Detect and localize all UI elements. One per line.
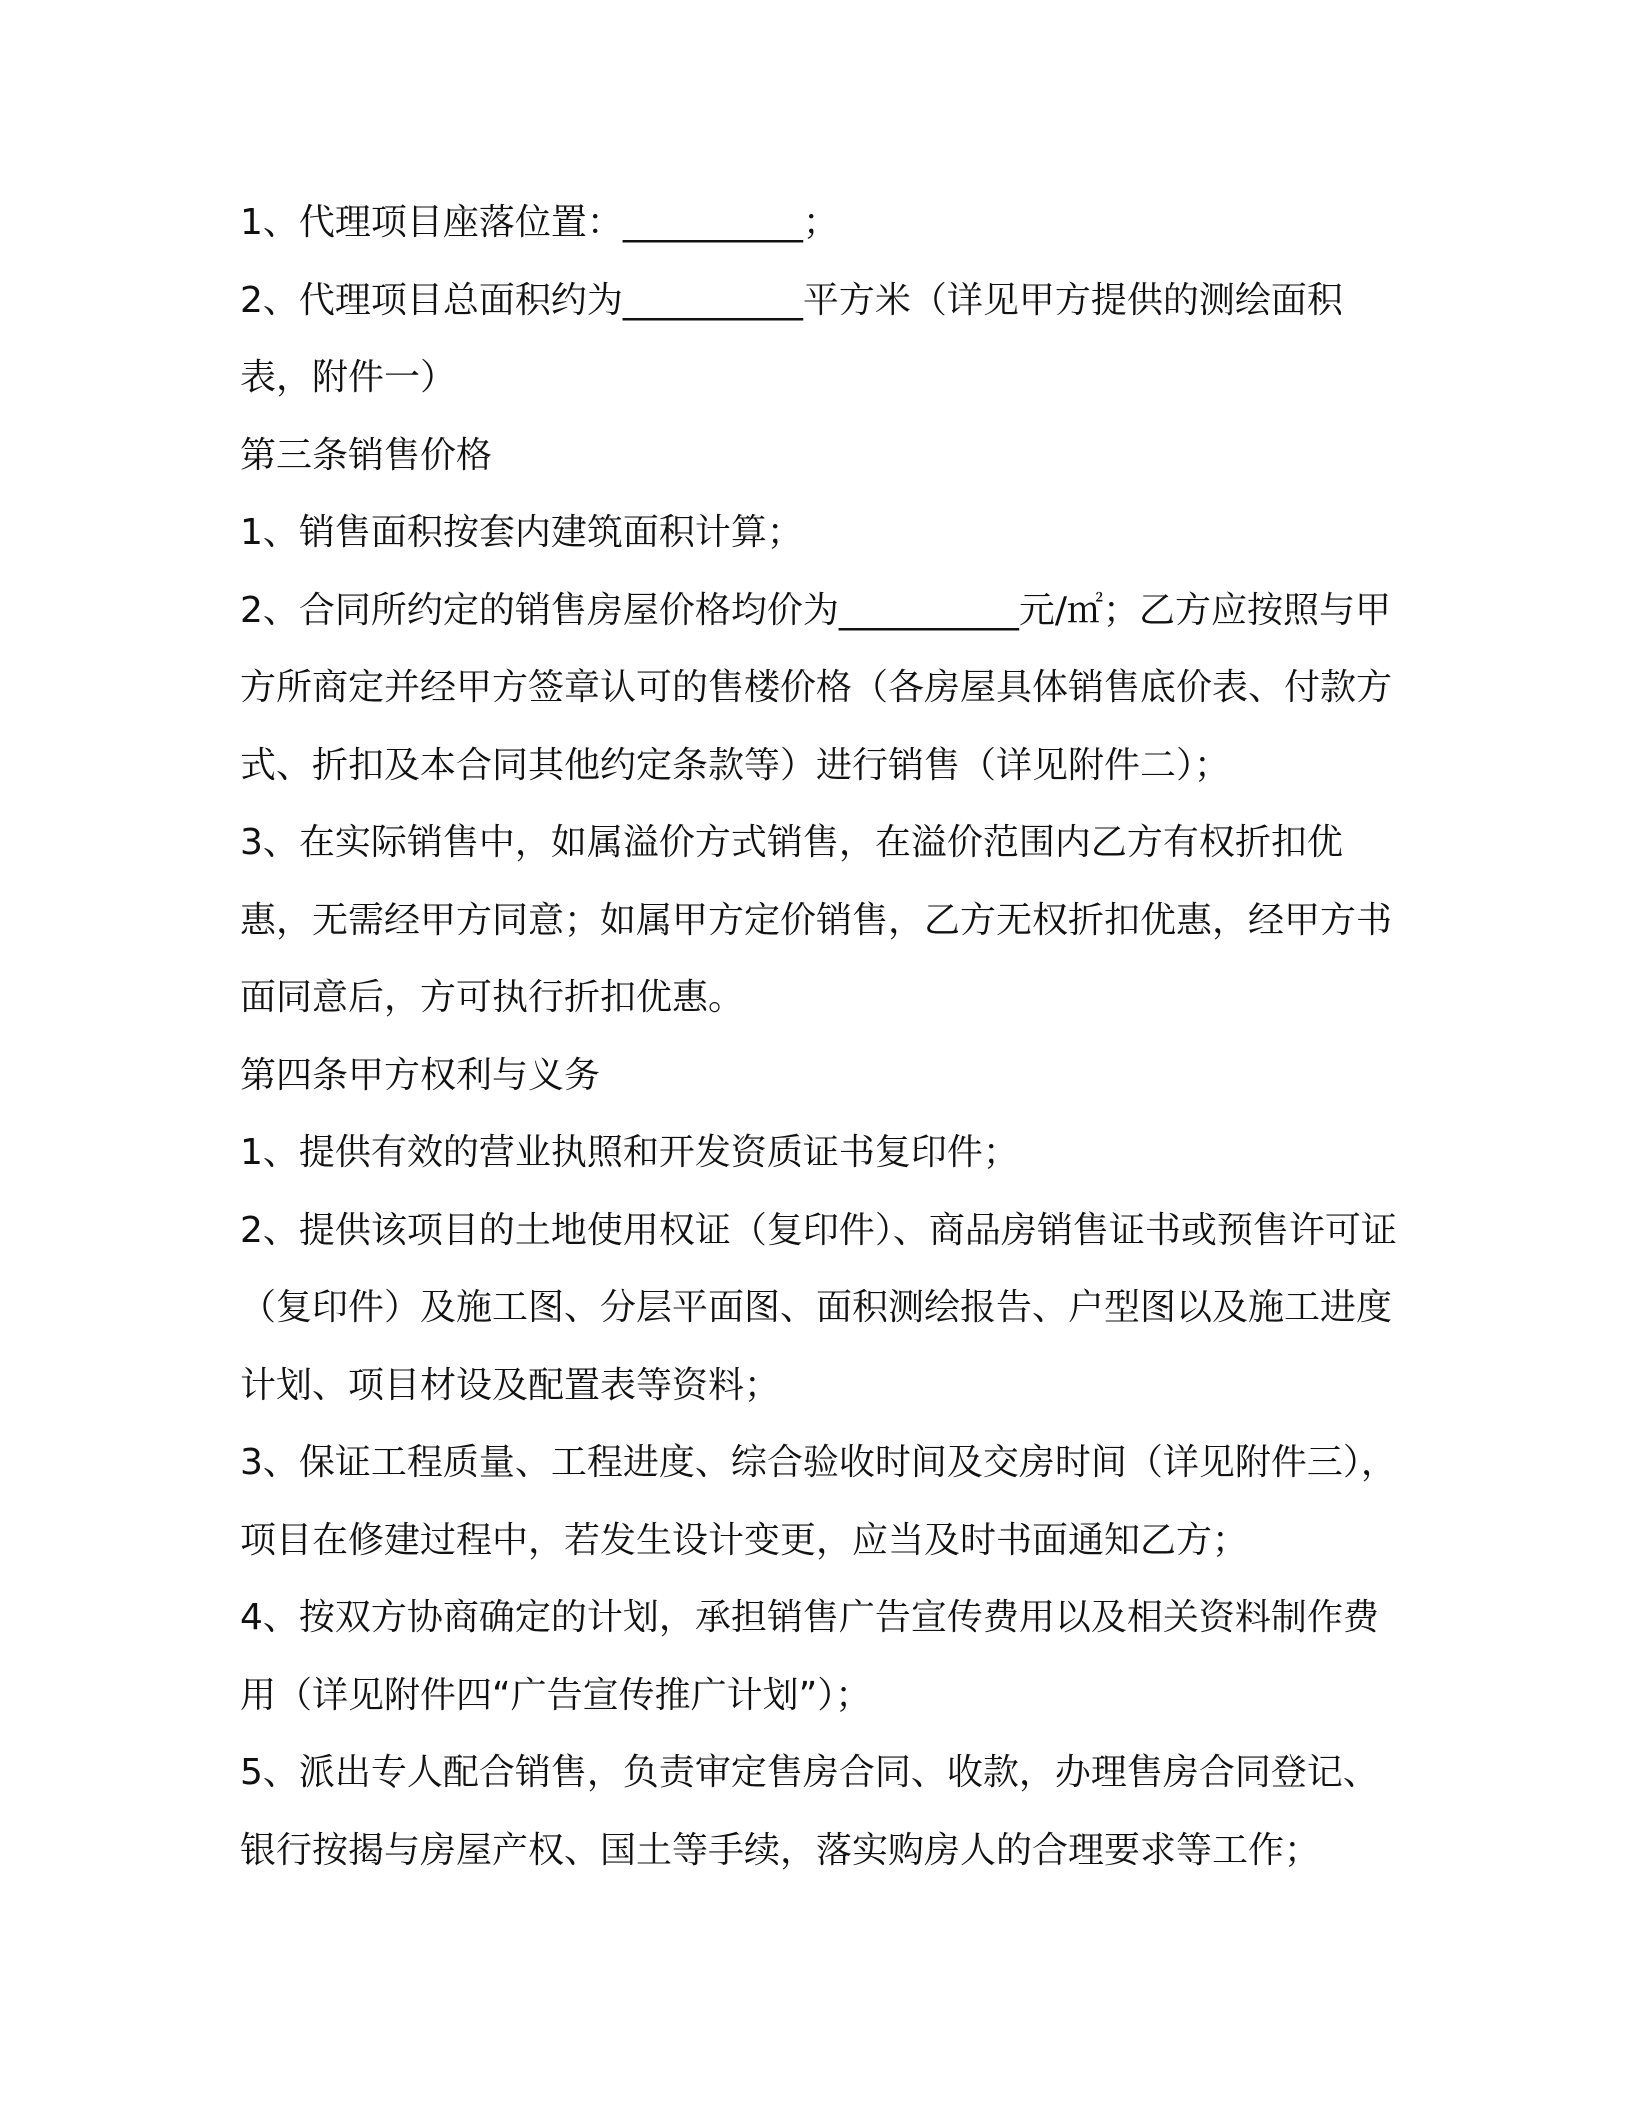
clause-item-total-area: 2、代理项目总面积约为__________平方米（详见甲方提供的测绘面积表，附件一） (240, 279, 1343, 398)
section-heading-party-a-rights: 第四条甲方权利与义务 (240, 1054, 601, 1096)
clause-item-advertising: 4、按双方协商确定的计划，承担销售广告宣传费用以及相关资料制作费用（详见附件四“广告宣传推广计划”）； (240, 1597, 1379, 1716)
clause-item-discount: 3、在实际销售中，如属溢价方式销售，在溢价范围内乙方有权折扣优惠，无需经甲方同意；如属甲方定价销售，乙方无权折扣优惠，经甲方书面同意后，方可执行折扣优惠。 (240, 822, 1393, 1018)
clause-item-documents: 2、提供该项目的土地使用权证（复印件）、商品房销售证书或预售许可证（复印件）及施工图、分层平面图、面积测绘报告、户型图以及施工进度计划、项目材设及配置表等资料； (240, 1209, 1397, 1406)
clause-item-quality: 3、保证工程质量、工程进度、综合验收时间及交房时间（详见附件三），项目在修建过程中，若发生设计变更，应当及时书面通知乙方； (240, 1442, 1397, 1561)
document-body (240, 184, 1400, 1889)
clause-item-sales-area: 1、销售面积按套内建筑面积计算； (240, 512, 803, 553)
clause-item-staff: 5、派出专人配合销售，负责审定售房合同、收款，办理售房合同登记、银行按揭与房屋产权、国土等手续，落实购房人的合理要求等工作； (240, 1752, 1379, 1871)
clause-item-average-price: 2、合同所约定的销售房屋价格均价为__________元/㎡；乙方应按照与甲方所商定并经甲方签章认可的售楼价格（各房屋具体销售底价表、付款方式、折扣及本合同其他约定条款等）进行销售（详见附件二）； (240, 589, 1393, 786)
clause-item-license: 1、提供有效的营业执照和开发资质证书复印件； (240, 1132, 1019, 1173)
clause-item-location: 1、代理项目座落位置：__________； (240, 202, 839, 243)
section-heading-sales-price: 第三条销售价格 (240, 434, 493, 476)
